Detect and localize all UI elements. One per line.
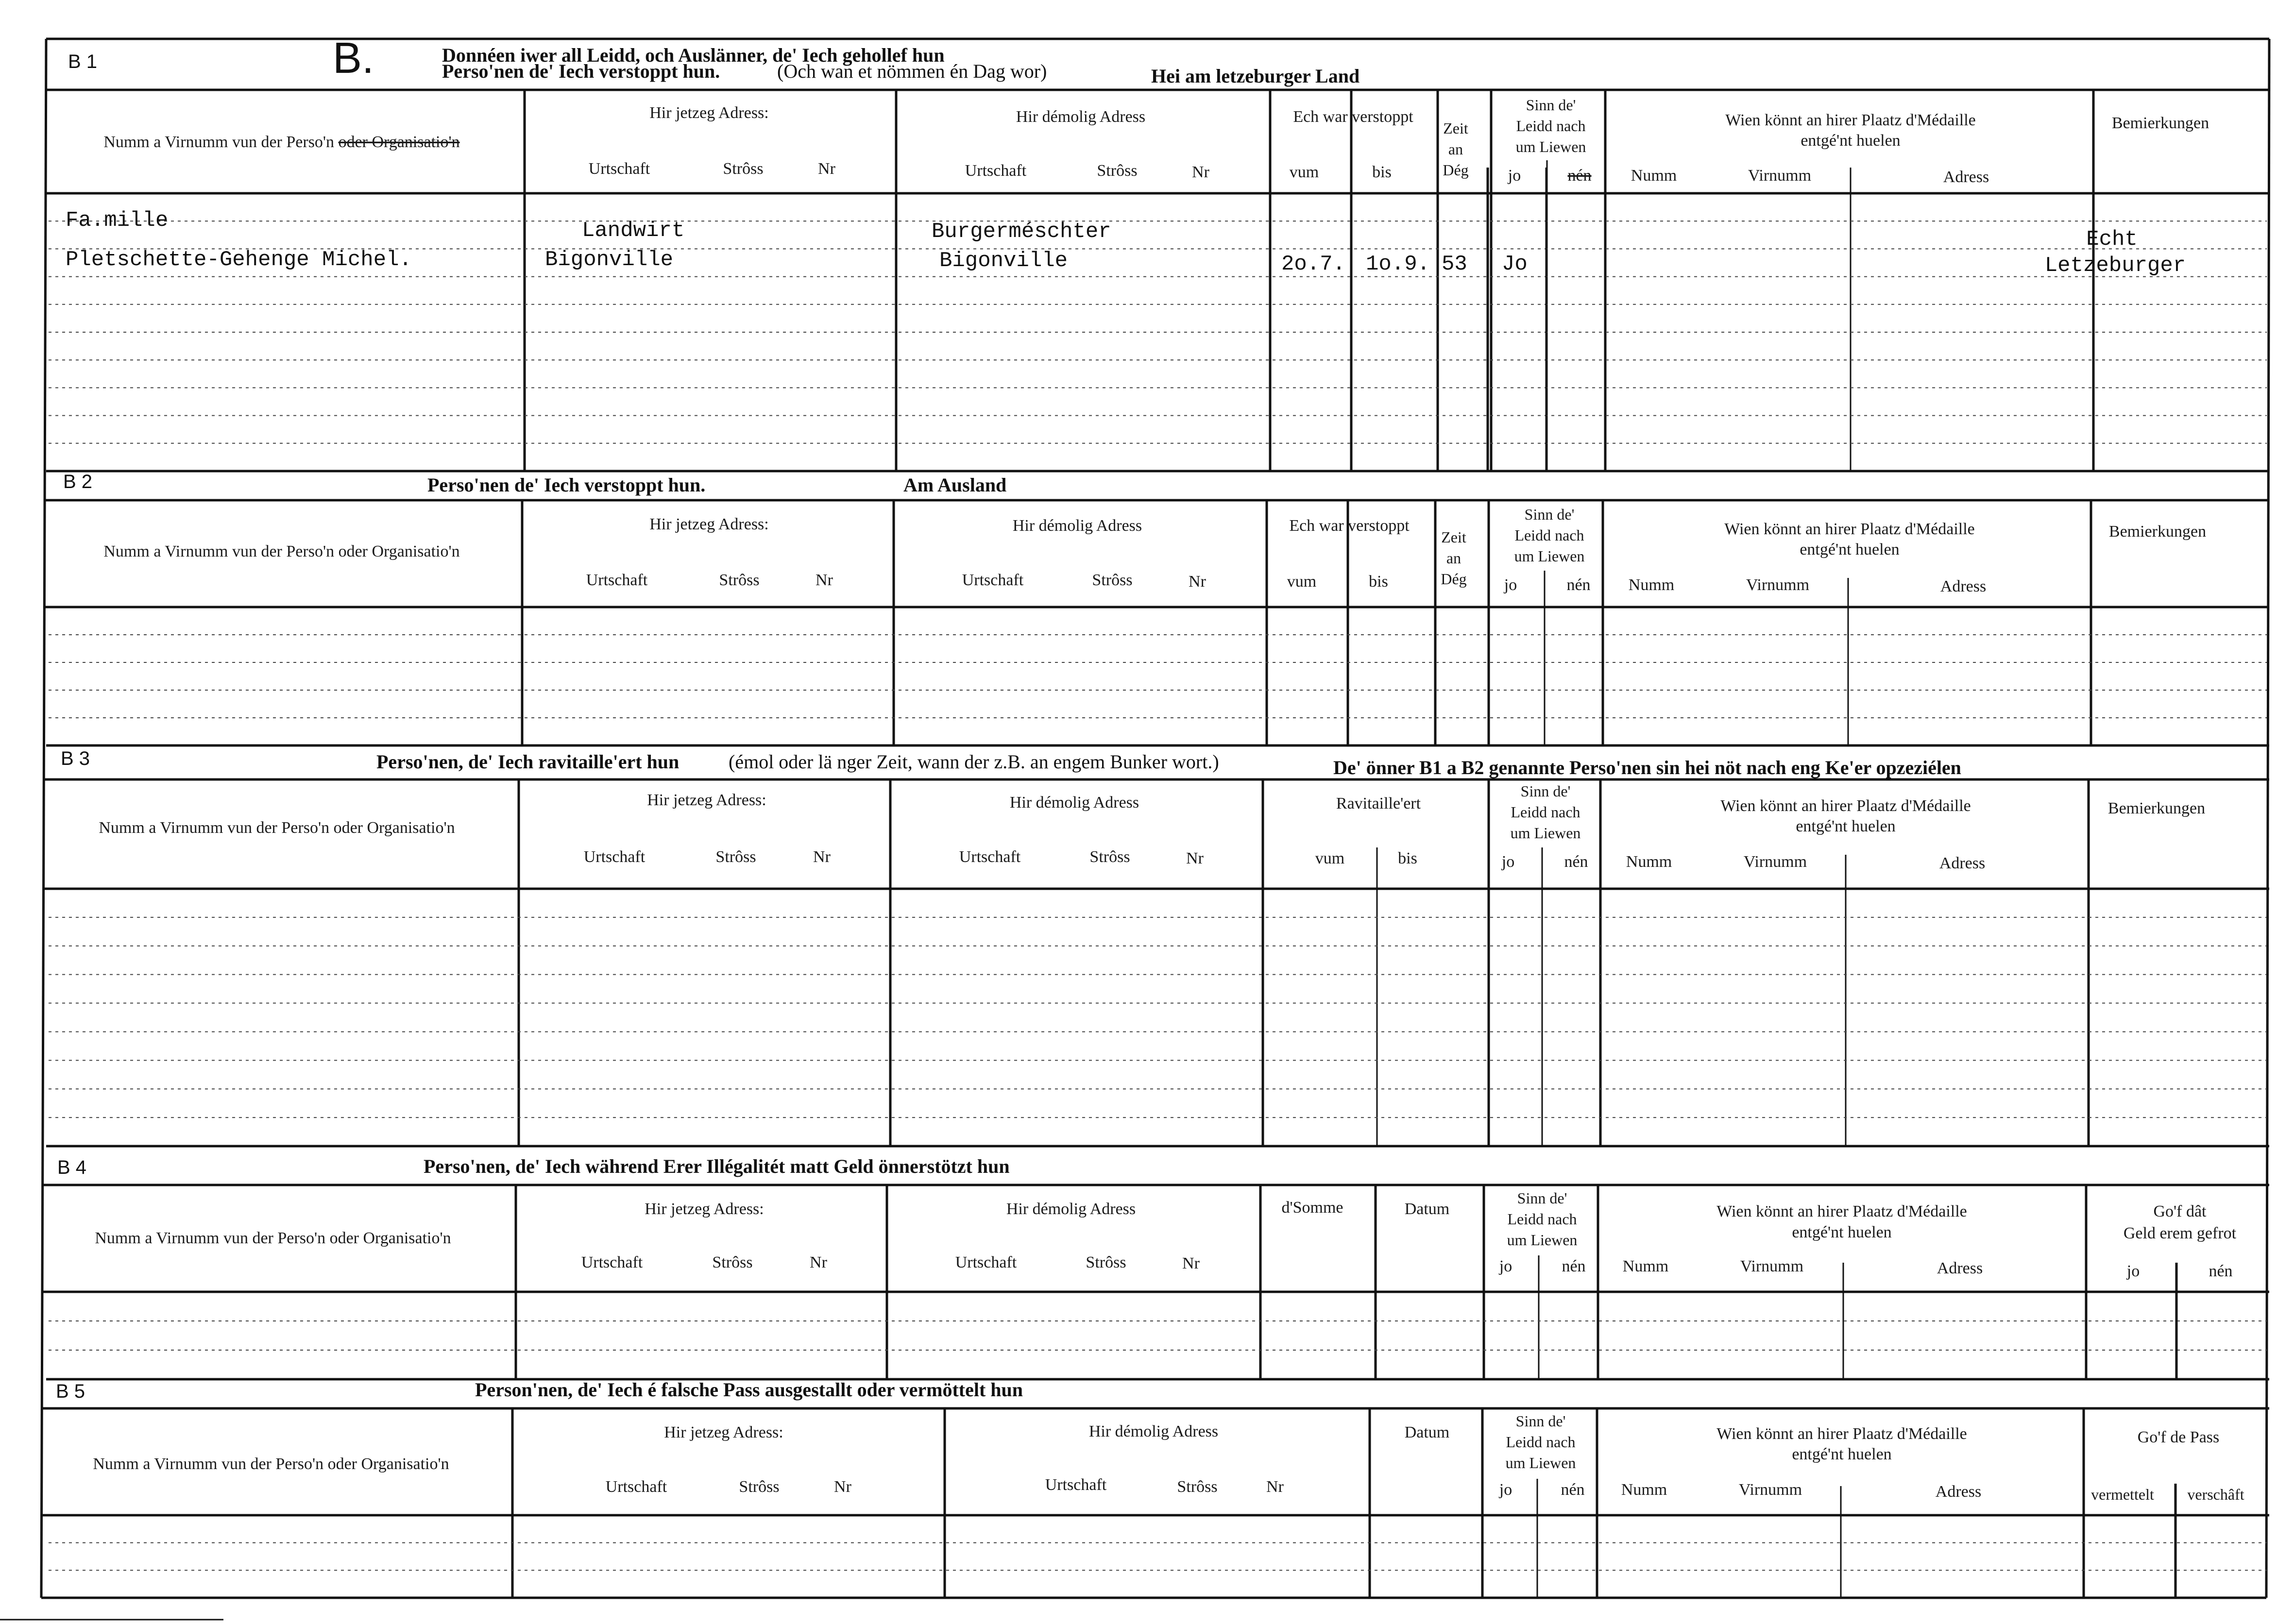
b2-header-former-urtschaft: Urtschaft (962, 571, 1024, 589)
b4-header-former-nr: Nr (1182, 1254, 1200, 1272)
b1-header-nen: nén (1567, 167, 1592, 185)
b3-header-bis: bis (1398, 849, 1417, 867)
b5-header-medal-1: Wien könnt an hirer Plaatz d'Médaille (1716, 1425, 1967, 1443)
section-b5-title: Person'nen, de' Iech é falsche Pass ausgestallt oder vermöttelt hun (475, 1379, 1023, 1401)
b4-header-former-urtschaft: Urtschaft (955, 1253, 1017, 1271)
section-b4-label: B 4 (57, 1157, 87, 1178)
b2-header-numm: Numm (1628, 576, 1675, 594)
b3-header-adress: Adress (1939, 854, 1986, 872)
entry-current-line2: Bigonville (545, 248, 674, 272)
b1-header-sinn-1: Sinn de' (1526, 96, 1576, 114)
b2-header-former-address: Hir démolig Adress (1012, 517, 1142, 535)
b4-header-geld-1: Go'f dât (2153, 1202, 2207, 1220)
b3-header-vum: vum (1315, 849, 1345, 867)
b1-header-name: Numm a Virnumm vun der Perso'n oder Organisatio'n (103, 133, 460, 151)
b2-header-zeit-2: an (1446, 549, 1461, 567)
entry-hidden-from: 2o.7. (1281, 252, 1346, 276)
b3-header-former-stross: Strôss (1089, 848, 1130, 866)
b2-header-vum: vum (1287, 573, 1317, 591)
b4-header-nen-money: nén (2209, 1262, 2233, 1280)
b3-header-jo: jo (1501, 853, 1515, 871)
b4-header-former-address: Hir démolig Adress (1006, 1200, 1136, 1218)
entry-remark-line2: Letzeburger (2044, 254, 2186, 278)
section-b5-label: B 5 (56, 1381, 85, 1402)
b5-header-nen: nén (1561, 1481, 1585, 1499)
b3-header-numm: Numm (1626, 853, 1672, 871)
section-b4 (57, 1155, 2237, 1280)
entry-hidden-to: 1o.9. (1366, 252, 1430, 276)
b4-header-current-stross: Strôss (712, 1253, 753, 1271)
section-b1-title-line1: Donnéen iwer all Leidd, och Auslänner, de' Iech gehollef hun (442, 44, 945, 66)
b2-header-medal-2: entgé'nt huelen (1800, 541, 1900, 558)
b1-header-jo: jo (1508, 167, 1521, 185)
b5-header-current-urtschaft: Urtschaft (605, 1478, 667, 1496)
entry-current-line1: Landwirt (582, 219, 685, 243)
b3-header-sinn-1: Sinn de' (1520, 782, 1571, 800)
b5-header-sinn-3: um Liewen (1505, 1454, 1576, 1472)
section-b4-title: Perso'nen, de' Iech während Erer Illégalitét matt Geld önnerstötzt hun (424, 1155, 1010, 1177)
b4-header-virnumm: Virnumm (1740, 1257, 1804, 1275)
section-b2 (63, 471, 2206, 595)
b5-header-numm: Numm (1621, 1481, 1667, 1499)
b5-header-former-nr: Nr (1266, 1478, 1284, 1496)
b1-header-current-stross: Strôss (723, 160, 764, 178)
b5-header-current-nr: Nr (834, 1478, 851, 1496)
entry-days: 53 (1442, 252, 1467, 276)
b1-header-sinn-3: um Liewen (1515, 138, 1586, 155)
b1-header-zeit-1: Zeit (1443, 119, 1468, 137)
section-b3-label: B 3 (61, 748, 90, 769)
b5-header-jo: jo (1499, 1481, 1512, 1499)
b3-header-former-nr: Nr (1186, 849, 1204, 867)
b4-header-current-urtschaft: Urtschaft (581, 1253, 643, 1271)
b1-header-former-address: Hir démolig Adress (1016, 108, 1146, 126)
b5-header-former-urtschaft: Urtschaft (1045, 1476, 1107, 1494)
b2-header-former-nr: Nr (1189, 573, 1206, 591)
b3-header-remarks: Bemierkungen (2107, 799, 2206, 817)
b2-header-nen: nén (1566, 576, 1591, 594)
b1-header-medal-2: entgé'nt huelen (1801, 132, 1901, 150)
section-b1-title-line2: Perso'nen de' Iech verstoppt hun. (442, 60, 720, 82)
b4-header-medal-1: Wien könnt an hirer Plaatz d'Médaille (1716, 1202, 1967, 1220)
b2-header-zeit-3: Dég (1441, 570, 1467, 588)
b2-header-name: Numm a Virnumm vun der Perso'n oder Organisatio'n (103, 542, 460, 560)
b1-header-current-address: Hir jetzeg Adress: (649, 104, 769, 122)
entry-former-line1: Burgerméschter (932, 220, 1111, 244)
form-letter: B. (333, 34, 374, 83)
entry-remark-line1: Echt (2086, 227, 2138, 252)
b2-header-bis: bis (1369, 573, 1388, 591)
section-b2-title-country: Am Ausland (903, 474, 1007, 496)
b3-header-current-nr: Nr (813, 848, 831, 866)
b4-header-sinn-3: um Liewen (1507, 1231, 1578, 1249)
b2-header-sinn-1: Sinn de' (1524, 506, 1575, 523)
b3-header-former-address: Hir démolig Adress (1009, 794, 1139, 812)
b4-header-former-stross: Strôss (1086, 1253, 1126, 1271)
b4-header-numm: Numm (1622, 1257, 1669, 1275)
b5-header-sinn-2: Leidd nach (1506, 1433, 1576, 1451)
b4-header-name: Numm a Virnumm vun der Perso'n oder Organisatio'n (95, 1229, 451, 1247)
b2-header-sinn-2: Leidd nach (1514, 526, 1584, 544)
b1-header-hidden: Ech war verstoppt (1293, 108, 1413, 126)
b5-header-pass: Go'f de Pass (2137, 1428, 2220, 1446)
b3-header-nen: nén (1564, 853, 1588, 871)
b5-header-current-stross: Strôss (739, 1478, 780, 1496)
section-b1 (66, 34, 2209, 278)
b1-header-remarks: Bemierkungen (2111, 114, 2209, 132)
b4-header-sinn-1: Sinn de' (1517, 1189, 1567, 1207)
b4-header-current-address: Hir jetzeg Adress: (645, 1200, 764, 1218)
frame-right (2266, 39, 2269, 1598)
section-b1-label: B 1 (68, 51, 98, 72)
b2-header-remarks: Bemierkungen (2108, 523, 2207, 541)
b4-header-current-nr: Nr (810, 1253, 827, 1271)
section-b1-title-note: (Och wan et nömmen én Dag wor) (777, 60, 1047, 82)
b2-header-current-address: Hir jetzeg Adress: (649, 515, 769, 533)
b1-header-former-nr: Nr (1192, 163, 1209, 181)
b5-header-sinn-1: Sinn de' (1515, 1412, 1566, 1430)
section-b3 (61, 748, 2205, 872)
b4-header-jo: jo (1499, 1257, 1512, 1275)
b4-header-sinn-2: Leidd nach (1507, 1210, 1577, 1228)
b4-header-geld-2: Geld erem gefrot (2123, 1224, 2237, 1242)
b2-header-sinn-3: um Liewen (1514, 547, 1585, 565)
b1-header-sinn-2: Leidd nach (1516, 117, 1586, 135)
b3-header-former-urtschaft: Urtschaft (959, 848, 1021, 866)
b3-header-medal-2: entgé'nt huelen (1796, 817, 1896, 835)
b3-header-virnumm: Virnumm (1743, 853, 1807, 871)
b4-header-datum: Datum (1404, 1200, 1450, 1218)
b2-header-virnumm: Virnumm (1746, 576, 1810, 594)
b2-header-zeit-1: Zeit (1441, 528, 1466, 546)
b1-header-numm: Numm (1631, 167, 1677, 185)
entry-former-line2: Bigonville (939, 249, 1068, 273)
section-b3-title: Perso'nen, de' Iech ravitaille'ert hun (376, 751, 680, 773)
b2-header-current-urtschaft: Urtschaft (586, 571, 648, 589)
section-b3-title-remark: De' önner B1 a B2 genannte Perso'nen sin hei nöt nach eng Ke'er opzeziélen (1333, 757, 1961, 778)
b2-header-current-stross: Strôss (719, 571, 760, 589)
b2-header-adress: Adress (1940, 577, 1987, 595)
b3-header-name: Numm a Virnumm vun der Perso'n oder Organisatio'n (99, 819, 455, 837)
b1-header-bis: bis (1372, 163, 1392, 181)
b1-header-virnumm: Virnumm (1748, 167, 1812, 185)
b5-header-verschaft: verschâft (2187, 1486, 2244, 1503)
entry-name-line2: Pletschette-Gehenge Michel. (66, 248, 412, 272)
b5-header-virnumm: Virnumm (1738, 1481, 1802, 1499)
b2-header-medal-1: Wien könnt an hirer Plaatz d'Médaille (1724, 520, 1975, 538)
b3-header-current-stross: Strôss (715, 848, 756, 866)
section-b1-title-country: Hei am letzeburger Land (1151, 65, 1360, 87)
b1-header-former-stross: Strôss (1097, 162, 1138, 180)
b4-header-somme: d'Somme (1281, 1199, 1343, 1217)
b3-header-ravitailleert: Ravitaille'ert (1336, 795, 1421, 812)
b1-header-vum: vum (1289, 163, 1319, 181)
b4-header-nen: nén (1562, 1257, 1586, 1275)
b5-header-vermettelt: vermettelt (2091, 1486, 2154, 1503)
b4-header-medal-2: entgé'nt huelen (1792, 1223, 1892, 1241)
b1-header-former-urtschaft: Urtschaft (965, 162, 1027, 180)
b5-header-current-address: Hir jetzeg Adress: (664, 1423, 783, 1441)
b5-header-former-stross: Strôss (1177, 1478, 1218, 1496)
b1-header-adress: Adress (1943, 168, 1989, 186)
b3-header-sinn-2: Leidd nach (1511, 803, 1580, 821)
b1-header-zeit-2: an (1448, 140, 1463, 158)
entry-name-line1: Fa.mille (66, 208, 169, 233)
b3-header-current-urtschaft: Urtschaft (583, 848, 646, 866)
b5-header-adress: Adress (1935, 1483, 1982, 1501)
b2-header-hidden: Ech war verstoppt (1289, 517, 1410, 535)
b3-header-medal-1: Wien könnt an hirer Plaatz d'Médaille (1720, 797, 1971, 815)
b3-header-sinn-3: um Liewen (1510, 824, 1581, 842)
frame-left (41, 39, 46, 1598)
b3-header-current-address: Hir jetzeg Adress: (647, 791, 766, 809)
b1-header-medal-1: Wien könnt an hirer Plaatz d'Médaille (1725, 111, 1976, 129)
b5-header-medal-2: entgé'nt huelen (1792, 1445, 1892, 1463)
b4-header-adress: Adress (1937, 1259, 1983, 1277)
b1-header-current-urtschaft: Urtschaft (588, 160, 650, 178)
section-b2-label: B 2 (63, 471, 93, 492)
section-b3-title-note: (émol oder lä nger Zeit, wann der z.B. an engem Bunker wort.) (729, 751, 1219, 773)
section-b5 (56, 1379, 2244, 1503)
b2-header-current-nr: Nr (816, 571, 833, 589)
section-b2-title: Perso'nen de' Iech verstoppt hun. (427, 474, 706, 496)
b1-header-zeit-3: Dég (1443, 161, 1469, 179)
entry-alive: Jo (1502, 252, 1528, 276)
b5-header-former-address: Hir démolig Adress (1088, 1422, 1219, 1440)
b5-header-datum: Datum (1404, 1423, 1450, 1441)
b1-header-current-nr: Nr (818, 160, 835, 178)
b2-header-jo: jo (1504, 576, 1517, 594)
b2-header-former-stross: Strôss (1092, 571, 1133, 589)
b5-header-name: Numm a Virnumm vun der Perso'n oder Organisatio'n (93, 1455, 449, 1473)
b4-header-jo-money: jo (2126, 1262, 2140, 1280)
